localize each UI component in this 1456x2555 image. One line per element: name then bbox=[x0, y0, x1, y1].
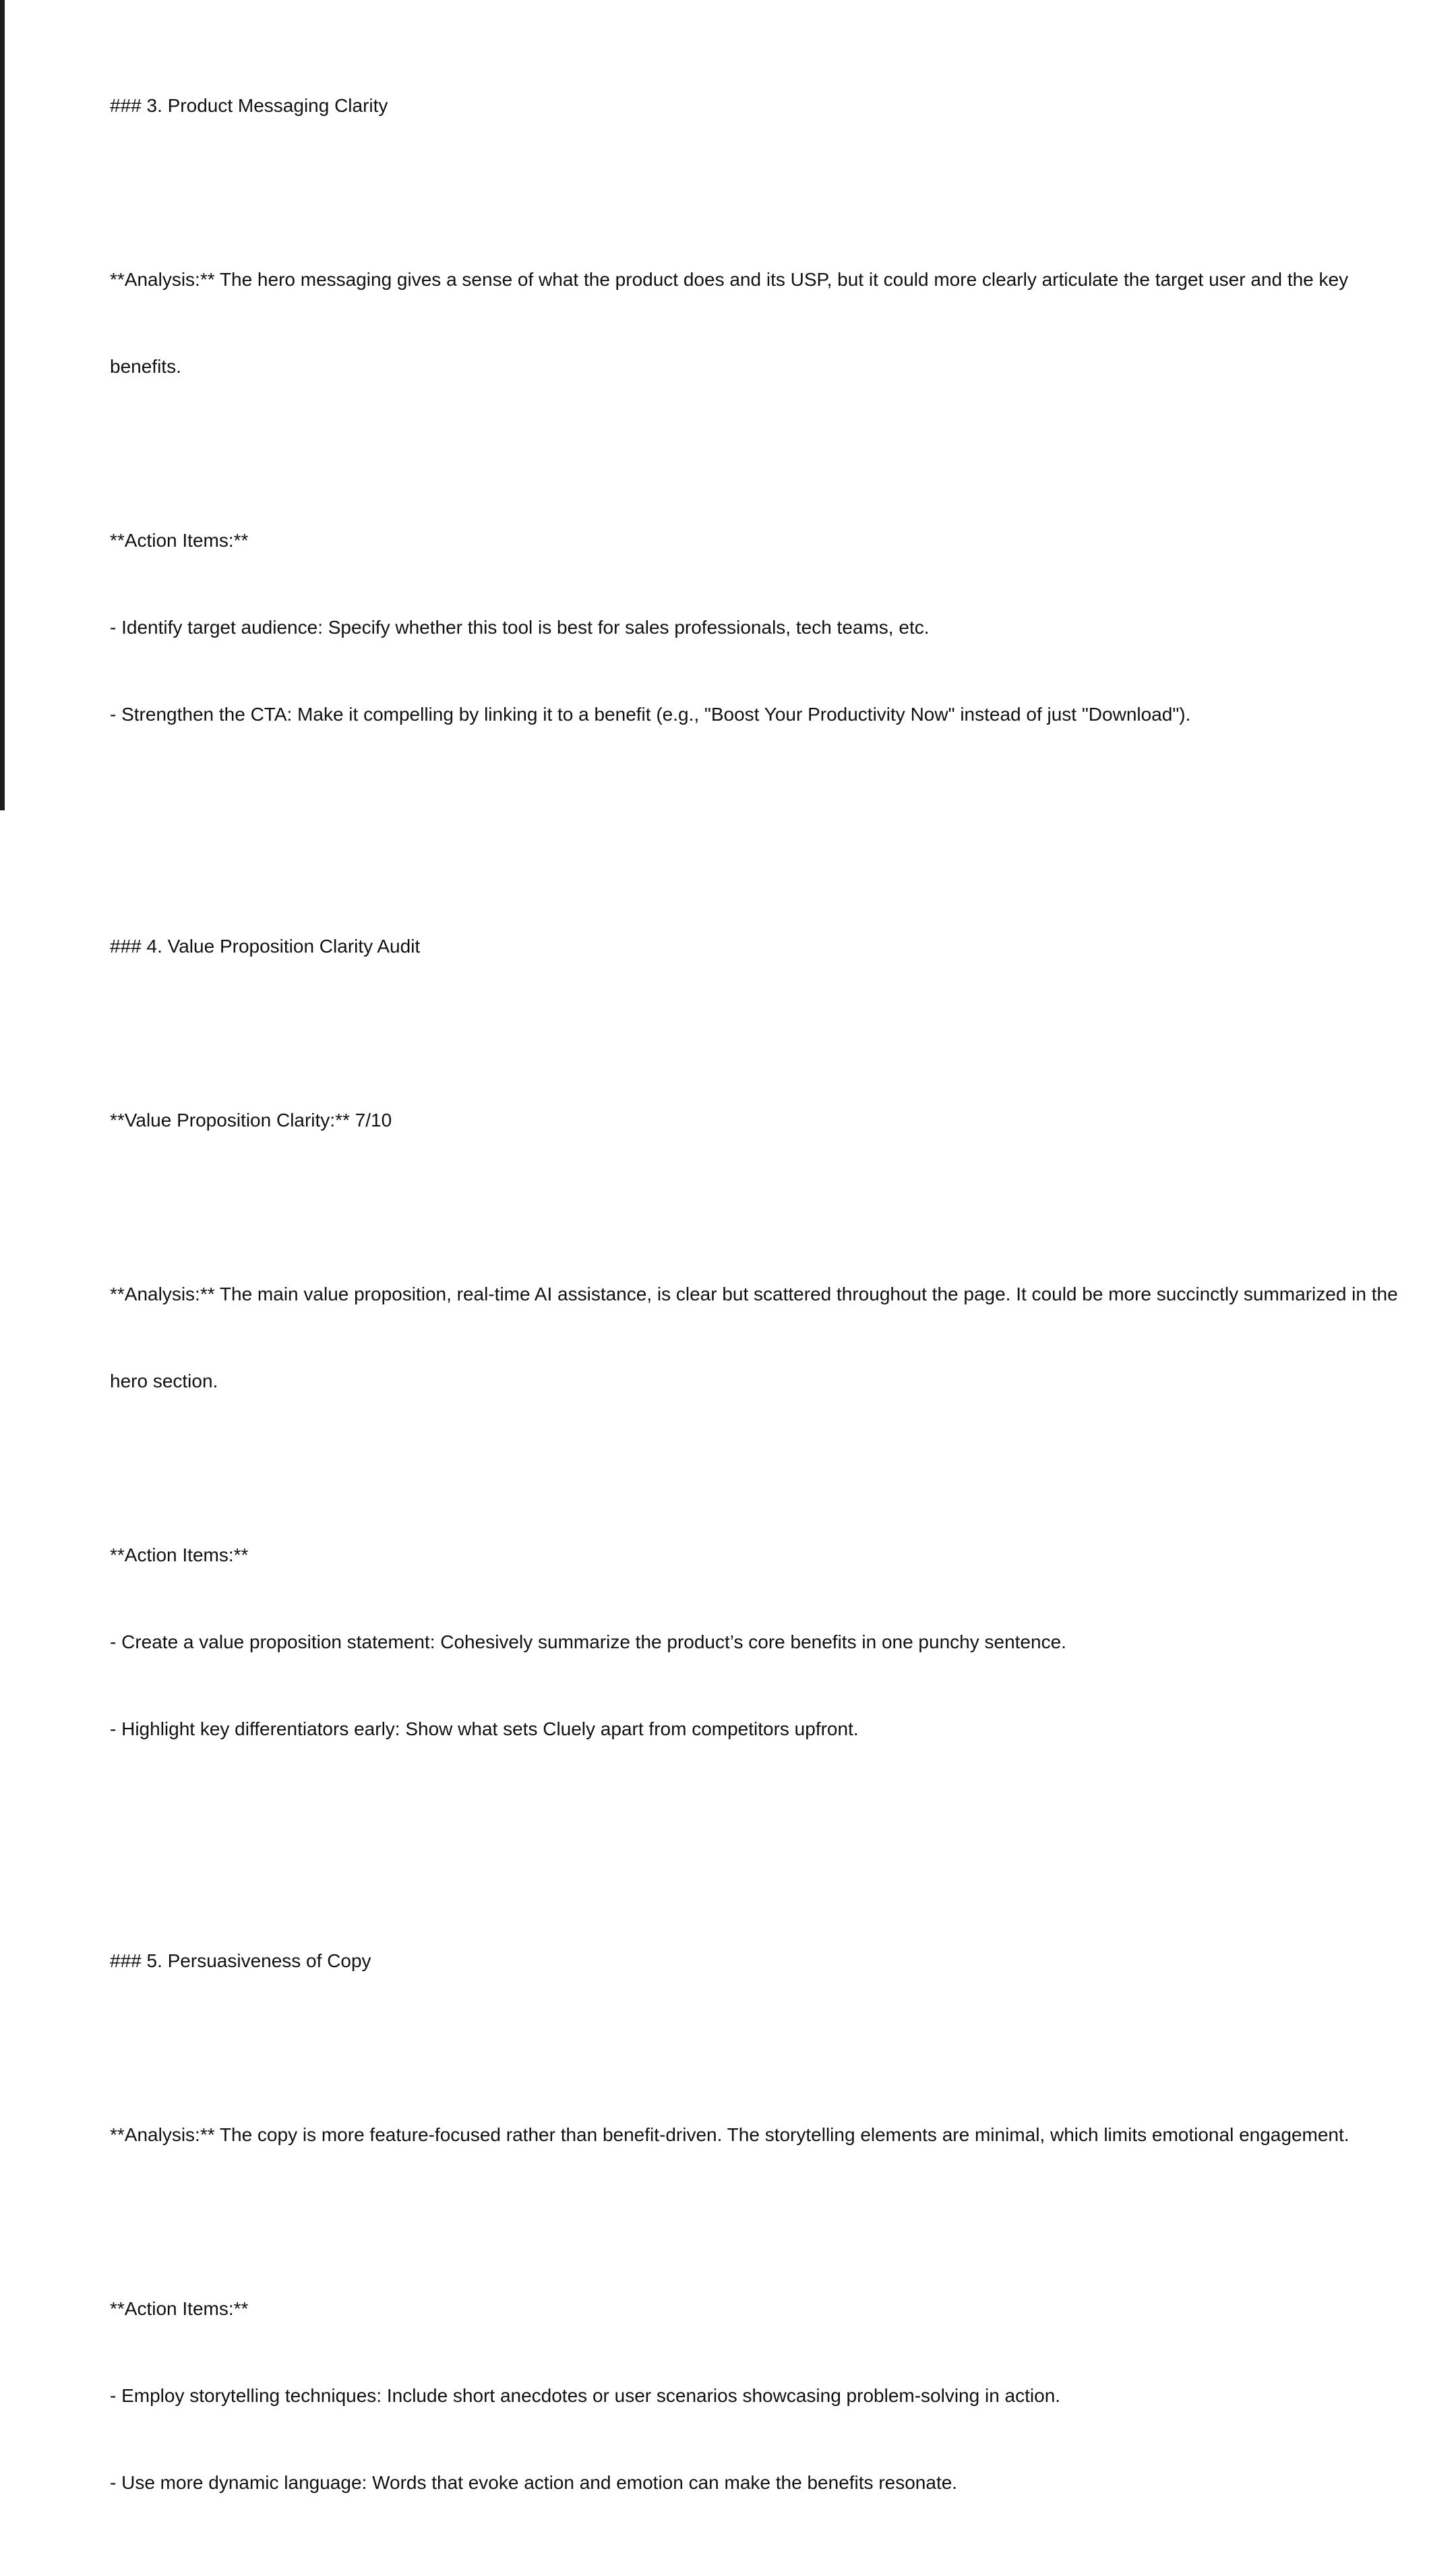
blank-line bbox=[110, 2207, 1451, 2236]
section-3-action-label: **Action Items:** bbox=[110, 530, 249, 551]
section-5-heading: ### 5. Persuasiveness of Copy bbox=[110, 1950, 371, 1971]
section-3-heading: ### 3. Product Messaging Clarity bbox=[110, 95, 388, 116]
section-4-heading: ### 4. Value Proposition Clarity Audit bbox=[110, 936, 421, 957]
blank-line bbox=[110, 1801, 1451, 1830]
section-3-analysis-cont: benefits. bbox=[110, 356, 181, 377]
document-text bbox=[110, 4, 1451, 2555]
section-5-analysis: **Analysis:** The copy is more feature-focused rather than benefit-driven. The storytelling elements are minimal, which limits emotional engagement. bbox=[110, 2124, 1349, 2145]
section-3-analysis: **Analysis:** The hero messaging gives a sense of what the product does and its USP, but it could more clearly articulate the target user and the key bbox=[110, 269, 1349, 290]
left-border bbox=[0, 0, 5, 810]
section-4-action-label: **Action Items:** bbox=[110, 1544, 249, 1565]
blank-line bbox=[110, 1453, 1451, 1482]
blank-line bbox=[110, 2033, 1451, 2062]
section-4-score: **Value Proposition Clarity:** 7/10 bbox=[110, 1110, 392, 1131]
section-4-analysis-cont: hero section. bbox=[110, 1371, 218, 1391]
blank-line bbox=[110, 439, 1451, 468]
section-5-action-item: - Use more dynamic language: Words that evoke action and emotion can make the benefits resonate. bbox=[110, 2472, 958, 2493]
blank-line bbox=[110, 1193, 1451, 1222]
section-4-analysis: **Analysis:** The main value proposition, real-time AI assistance, is clear but scattered throughout the page. It could be more succinctly summarized in the bbox=[110, 1284, 1398, 1304]
section-3-action-item: - Identify target audience: Specify whether this tool is best for sales professionals, tech teams, etc. bbox=[110, 617, 930, 638]
blank-line bbox=[110, 178, 1451, 207]
section-4-action-item: - Highlight key differentiators early: Show what sets Cluely apart from competitors upfront. bbox=[110, 1718, 859, 1739]
blank-line bbox=[110, 787, 1451, 816]
section-4-action-item: - Create a value proposition statement: Cohesively summarize the product’s core benefits in one punchy sentence. bbox=[110, 1631, 1066, 1652]
section-3-action-item: - Strengthen the CTA: Make it compelling by linking it to a benefit (e.g., "Boost Your Productivity Now" instead of just "Download"). bbox=[110, 704, 1191, 725]
blank-line bbox=[110, 1019, 1451, 1048]
section-5-action-label: **Action Items:** bbox=[110, 2298, 249, 2319]
section-5-action-item: - Employ storytelling techniques: Include short anecdotes or user scenarios showcasing problem-solving in action. bbox=[110, 2385, 1061, 2406]
